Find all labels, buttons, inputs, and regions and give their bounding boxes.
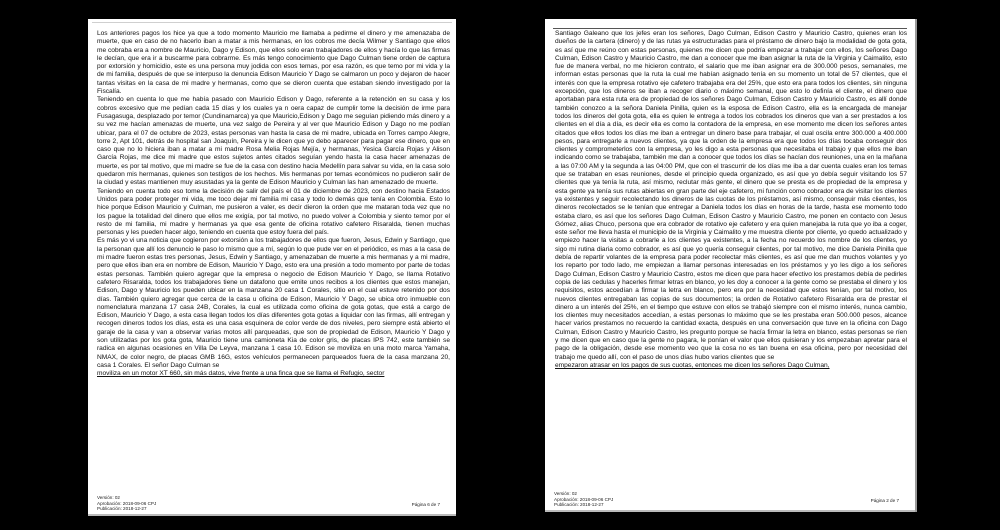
paragraph: Santiago Galeano que los jefes eran los señores, Dago Culman, Edison Castro y Mauricio Castro, quienes eran los dueños de la cartera (dinero) y de las rutas ya estructuradas para el préstamo de dinero bajo la modalidad de gota gota, es así que me reúno con estas personas, quienes me dicen que podría empezar a trabajar con ellos, los señores Dago Culman, Edison Castro y Mauricio Castro, me dan a conocer que me iban asignar la ruta de la Virginia y Caimalito, esto fue de manera verbal, no me hicieron contrato, el salario que me iban asignar era de 300.000 pesos, semanales, me informan estas personas que la ruta la cual me habían asignado tenía en su momento un total de 57 clientes, que el interés con que la empresa rotativo eje cafetero trabajaba era del 25%, que esto era para todos los clientes, sin ninguna excepción, que los dineros se iban a recoger diario o máximo semanal, que esto lo definía el cliente, el dinero que aportaban para esta ruta era de propiedad de los señores Dago Culman, Edison Castro y Mauricio Castro, es allí donde también conozco a la señora Daniela Pinilla, quien es la esposa de Edison Castro, ella es la encargada de manejar todos los dineros del gota gota, ella es quien le entrega a todos los cobrados los dineros que van a ser prestados a los clientes en el día a día, es decir ella es como la contadora de la empresa, en ese momento me dicen los señores antes citados que ellos todos los días me iban a entregar un dinero base para trabajar, el cual oscila entre 300.000 a 400.000 pesos, para entregarle a nuevos clientes, ya que la orden de la empresa era que todos los días tocaba conseguir dos clientes y comprometerlos con la empresa, yo les digo a esta personas que necesitaba el trabajo y que ellos me iban indicando como se trabajaba, también me dan a conocer que todos los días se hacían dos reuniones, una en la mañana a las 07:00 AM y la segunda a las 04:00 PM, que con el trascurrir de los días me iba a dar cuenta cuales eran los temas que se trataban en esas reuniones, desde el principio queda organizado, es así que yo debía seguir visitando los 57 clientes que ya tenía la ruta, así mismo, reclutar más gente, el dinero que se presta es de propiedad de la empresa y esta gente ya tenía sus rutas abiertas en gran parte del eje cafetero, mi función como cobrador era de visitar los clientes ya existentes y seguir recolectando los dineros de las cuotas de los préstamos, así mismo, conseguir más clientes, los dineros recolectados se le tenían que entregar a Daniela todos los días en horas de la tarde, hasta ese momento todo estaba claro, es así que los señores Dago Culman, Edison Castro y Mauricio Castro, me ponen en contacto con Jesus Gómez, alias Chuco, persona que era cobrador de rotativo eje cafetero y era quien manejaba la ruta que yo iba a coger, este señor me lleva hasta el municipio de la Virginia y Caimalito y me muestra cliente por cliente, yo quedo actualizado y empiezo hacer la visitas a cobrarle a los clientes ya existentes, a la fecha no recuerdo los nombre de los clientes, yo sigo mi rutina diaria como cobrador, es así que yo quería conseguir clientes, por tal motivo, me dice Daniela Pinilla que debía de repartir volantes de la empresa para poder recolectar más clientes, es así que me dan muchos volantes y yo los reparto por todo lado, me empiezan a llamar personas interesadas en los préstamos y yo les digo a los señores Dago Culman, Edison Castro y Mauricio Castro, estos me dicen que para hacer efectivo los prestamos debía de pedirles copia de las cedulas y hacerles firmar letras en blanco, yo les doy a conocer a la gente como se prestaba el dinero y los requisitos, estos accedían a firmar la letra en blanco, pero era por la necesidad que estos tenían, por tal motivo, los nuevos clientes entregaban las copias de sus documentos; la orden de Rotativo cafetero Risaralda era de prestar el dinero a un interés del 25%, en el tiempo que estuve con ellos se trabajó siempre con el mismo interés, nunca cambio, los clientes muy necesitados accedían, a estas personas lo máximo que se les prestaba eran 500.000 pesos, alcance hacer varios prestamos no recuerdo la cantidad exacta, después en una conversación que tuve en la oficina con Dago Culman, Edison Castro y Mauricio Castro, les pregunto porque se hacía firmar la letra en blanco, estas personas se ríen y me dicen que en caso que la gente no pagara, le ponían el valor que ellos quisieran y los empezaban apretar para el pago de la obligación, desde ese momento veo que la cosa no es tan buena en esa oficina, pero por necesidad del trabajo me quedo allí, con el paso de unos días hubo varios clientes que se	[555, 30, 907, 361]
footer-publication: Publicación: 2018-12-27	[554, 502, 604, 508]
footer-version: Versión: 02	[97, 495, 120, 501]
footer-approval: Aprobación: 2018-09-06 CPJ	[554, 496, 614, 502]
page-body-text	[555, 30, 907, 370]
document-page-left	[88, 19, 456, 516]
page-number: Página 2 de 7	[870, 498, 899, 504]
page-body-text	[97, 30, 450, 378]
page-footer	[97, 495, 446, 512]
page-number: Página 6 de 7	[411, 502, 440, 508]
footer-publication: Publicación: 2018-12-27	[97, 506, 147, 512]
paragraph: Los anteriores pagos los hice ya que a todo momento Mauricio me llamaba a pedirme el dinero y me amenazaba de muerte, que en caso de no hacerlo iban a matar a mis hermanas, en los cobros me decía Wilmer y Santiago que ellos me cobraba era a nombre de Mauricio, Dago y Edison, que ellos solo eran trabajadores de ellos y hacía lo que las firmas le decían, que era ir a buscarme para cobrarme. Es más tengo conocimiento que Dago Culman tiene orden de captura por extorsión y homicidio, este es una persona muy jodida con esos temas, por esa razón, es que temo por mi vida y la de mi familia, después de que se interpuso la denuncia Edison Mauricio Y Dago se calmaron un poco y dejaron de hacer tantas visitas en la casa de mi madre y hermanas, como que se dieron cuenta que estaban siendo investigado por la Fiscalía.	[97, 30, 450, 96]
scan-edge	[88, 514, 456, 516]
page-top-border	[92, 22, 452, 23]
underlined-last-line: moviliza en un motor XT 660, sin más datos, vive frente a una finca que se llama el Refugio, sector	[97, 370, 385, 378]
footer-version: Versión: 02	[554, 491, 577, 497]
paragraph: Teniendo en cuenta lo que me había pasado con Mauricio Edison y Dago, referente a la retención en su casa y los cobros excesivo que me pedían cada 15 días y los cuales ya n oera capaz de cumplir tome la decisión de irme para Fusagasuga, desplazado por temor (Cundinamarca) ya que Mauricio,Edison y Dago me seguían pidiendo más dinero y a su vez me hacían amenazas de muerte, una vez salgo de Pereira y al ver que Mauricio Edison y Dago no me podían ubicar, para el 07 de octubre de 2023, estas personas van hasta la casa de mi madre, ubicada en Torres campo Alegre, torre 2, Apt 101, detrás de hospital san Joaquín, Pereira y le dicen que yo debo aparecer para pagar ese dinero, que en caso que no lo hiciera iban a matar a mi madre Rosa Melia Rojas Mejía, y hermanas, Yesica García Rojas y Alison García Rojas, me dice mi madre que estos sujetos antes citados seguían yendo hasta la casa hacer amenazas de muerte, es por tal motivo, que mi madre se fue de la casa con destino hacia Medellín para salvar su vida, en la casa solo quedaron mis hermanas, quienes son testigos de los hechos. Mis hermanas por temas económicos no pudieron salir de la ciudad y estas mantienen muy asustadas ya la gente de Edison Mauricio y Culman las han amenazado de muerte.	[97, 96, 450, 187]
underlined-last-line: empezaron atrasar en los pagos de sus cuotas, entonces me dicen los señores Dago Culman,	[555, 361, 830, 369]
scan-edge	[545, 510, 915, 512]
page-top-border	[553, 28, 907, 29]
footer-approval: Aprobación: 2018-09-06 CPJ	[97, 500, 157, 506]
paragraph: Es más yo vi una noticia que cogieron por extorsión a los trabajadores de ellos que fueron, Jesus, Edwin y Santiago, que la personan que allí los denuncio le paso lo mismo que a mí, según lo que pude ver en el periódico, es mas a la casa de mi madre fueron estas tres personas, Jesus, Edwin y Santiago, y amenazaban de muerte a mis hermanas y a mi madre, pero que ellos iban era en nombre de Edison, Mauricio Y Dago, esto era una presión a todo momento por parte de todas estas personas. También quiero agregar que la empresa o negocio de Edison Mauricio Y Dago, se llama Rotativo cafetero Risaralda, todos los trabajadores tiene un datafono que emite unos recibos a los clientes que estos manejan, Edison, Dago y Mauricio los pueden ubicar en la manzana 20 casa 1 Corales, sitio en el cual estuve retenido por dos días. También quiero agregar que cerca de la casa u oficina de Edison, Mauricio Y Dago, se ubica otro inmueble con nomenclatura manzana 17 casa 24B, Corales, la cual es utilizada como oficina de gota gotas, que está a cargo de Edison, Mauricio Y Dago, a esta casa llegan todos los días diferentes gota gotas a liquidar con las firmas, allí entregan y recogen dineros todos los días, esta es una casa esquinera de color verde de dos niveles, pero siempre está abierto el garaje de la casa y van a observar varias motos allí parqueadas, que son de propiedad de Edison, Mauricio Y Dago y son utilizadas por los gota gota, Mauricio tiene una camioneta Kia de color gris, de placas IPS 742, este también se radica en algunas ocasiones en Villa De Leyva, manzana 1 casa 10. Edison se moviliza en una moto marca Yamaha, NMAX, de color negro, de placas GMB 16G, estos vehículos permanecen parqueados fuera de la casa manzana 20, casa 1 Corales. El señor Dago Culman se	[97, 237, 450, 369]
paragraph: Teniendo en cuenta todo eso tome la decisión de salir del país el 01 de diciembre de 2023, con destino hacia Estados Unidos para poder proteger mi vida, me toco dejar mi familia mi casa y todo lo demás que tenía en Colombia. Esto lo hice porque Edison Mauricio y Culman, me pusieron a valer, es decir dieron la orden que me mataran toda vez que no los pague la totalidad del dinero que ellos me exigía, por tal motivo, no puedo volver a Colombia y siento temor por el resto de mi familia, mi madre y hermanas ya que esa gente de oficina rotativo cafetero Risaralda, tienen muchas personas y les pueden hacer algo, teniendo en cuenta que estoy fuera del país.	[97, 187, 450, 237]
page-footer	[554, 491, 905, 508]
document-page-right	[545, 19, 917, 512]
